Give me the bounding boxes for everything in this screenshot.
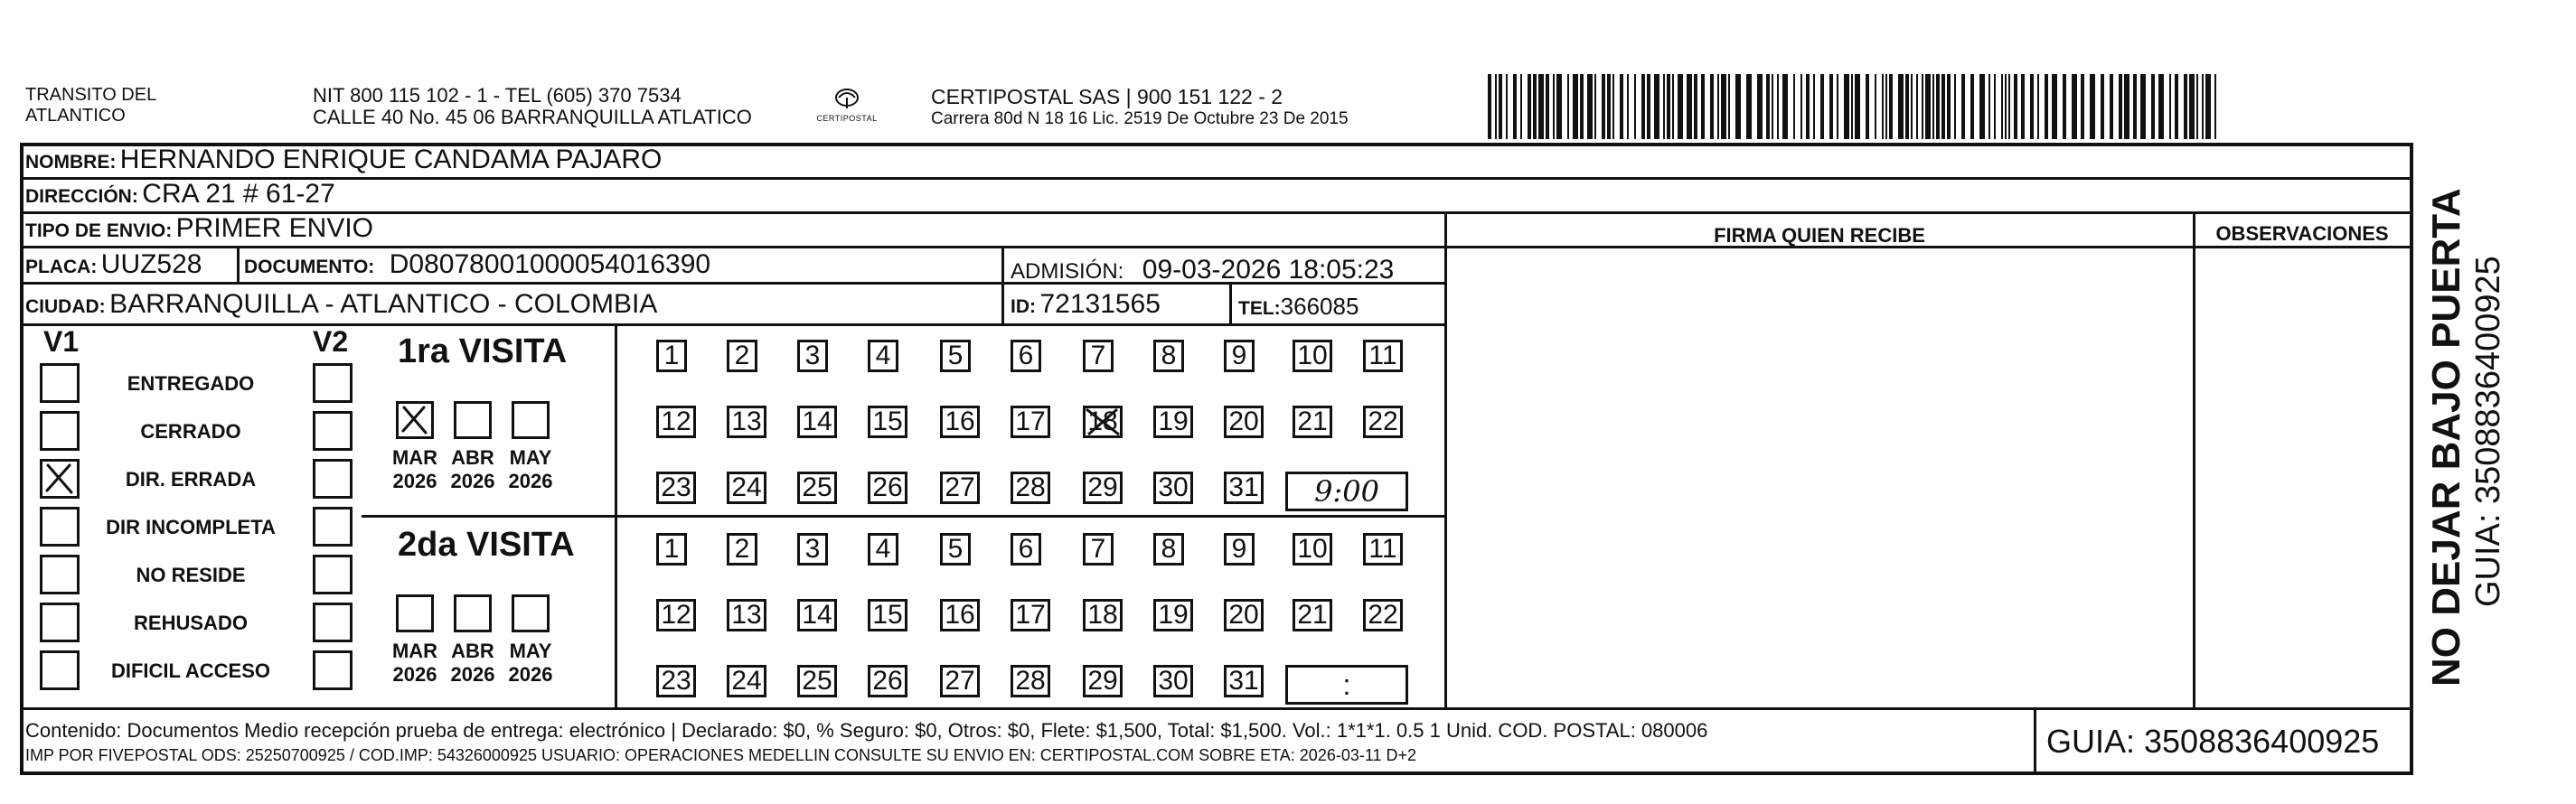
id-row [1011, 289, 1161, 320]
month-name: MAR [391, 640, 438, 662]
tipo-value: PRIMER ENVIO [175, 213, 374, 243]
tel-value: 366085 [1280, 293, 1359, 320]
visita1-day-box[interactable]: 31 [1224, 472, 1264, 504]
barcode-bar [1728, 74, 1730, 139]
barcode-bar [1538, 74, 1544, 139]
id-value: 72131565 [1039, 289, 1161, 319]
visita1-day-box[interactable]: 8 [1153, 340, 1184, 372]
visita2-day-box[interactable]: 21 [1293, 599, 1332, 631]
barcode-bar [2133, 74, 2137, 139]
visita1-day-box[interactable]: 3 [797, 340, 828, 372]
ciudad-row [25, 289, 657, 320]
barcode-bar [1641, 74, 1645, 139]
month-year: 2026 [508, 470, 553, 492]
ciudad-value: BARRANQUILLA - ATLANTICO - COLOMBIA [109, 289, 658, 319]
barcode-bar [1634, 74, 1636, 139]
barcode-bar [1851, 74, 1853, 139]
visita2-day-box[interactable]: 14 [797, 599, 837, 631]
barcode-bar [2151, 74, 2155, 139]
visita2-month-label [444, 640, 502, 687]
visita2-day-box[interactable]: 12 [656, 599, 696, 631]
nit-line: NIT 800 115 102 - 1 - TEL (605) 370 7534 [313, 84, 682, 107]
barcode-bar [2205, 74, 2211, 139]
barcode-bar [1553, 74, 1555, 139]
license-line: Carrera 80d N 18 16 Lic. 2519 De Octubre 23 De 2015 [931, 109, 1349, 128]
visita1-day-box[interactable]: 11 [1363, 340, 1403, 372]
barcode-bar [1855, 74, 1860, 139]
visita2-day-box[interactable]: 2 [727, 533, 757, 566]
company-line: CERTIPOSTAL SAS | 900 151 122 - 2 [931, 85, 1283, 108]
barcode-bar [2052, 74, 2057, 139]
barcode-bar [1961, 74, 1965, 139]
barcode-bar [1947, 74, 1951, 139]
v2-checkbox[interactable] [313, 411, 353, 451]
barcode-bar [1806, 74, 1810, 139]
admision-label: ADMISIÓN: [1011, 259, 1124, 284]
logo-icon [815, 85, 879, 132]
visita1-day-box[interactable]: 10 [1293, 340, 1332, 372]
barcode-bar [2214, 74, 2216, 139]
barcode-bar [1721, 74, 1726, 139]
visita1-month-checkbox[interactable] [512, 401, 550, 439]
barcode-bar [1580, 74, 1584, 139]
month-year: 2026 [508, 663, 553, 686]
barcode-bar [2037, 74, 2039, 139]
visita2-month-checkbox[interactable] [396, 594, 434, 632]
barcode-bar [1667, 74, 1670, 139]
barcode-bar [1612, 74, 1614, 139]
visita2-day-box[interactable]: 3 [797, 533, 828, 566]
visita1-day-box[interactable]: 24 [727, 472, 766, 504]
footer-content-line: Contenido: Documentos Medio recepción prueba de entrega: electrónico | Declarado: $0, % Seguro: $0, Otros: $0, Flete: $1,500, Total: $1,500. Vol.: 1*1*1. 0.5 1 Unid. COD. POSTAL: 080006 [25, 719, 1708, 742]
barcode-bar [2119, 74, 2122, 139]
visita2-day-box[interactable]: 11 [1363, 533, 1403, 566]
barcode-bar [1889, 74, 1893, 139]
visita2-day-box[interactable]: 4 [868, 533, 898, 566]
visita2-day-box[interactable]: 27 [940, 665, 980, 697]
visita2-day-box[interactable]: 17 [1011, 599, 1050, 631]
barcode-bar [1672, 74, 1674, 139]
barcode-bar [1925, 74, 1931, 139]
placa-value: UUZ528 [100, 249, 202, 279]
barcode-bar [1844, 74, 1849, 139]
v1-label: V1 [43, 325, 80, 358]
visita1-day-box[interactable]: 16 [940, 406, 980, 438]
sender-address: CALLE 40 No. 45 06 BARRANQUILLA ATLATICO [313, 106, 752, 128]
barcode-bar [1701, 74, 1705, 139]
visita2-day-box[interactable]: 24 [727, 665, 766, 697]
barcode-bar [1782, 74, 1788, 139]
barcode-bar [1735, 74, 1741, 139]
sender-contact [313, 85, 752, 128]
barcode-bar [1602, 74, 1605, 139]
month-year: 2026 [392, 663, 437, 686]
barcode-bar [1757, 74, 1763, 139]
barcode-bar [1678, 74, 1683, 139]
footer-imp-line: IMP POR FIVEPOSTAL ODS: 25250700925 / COD.IMP: 54326000925 USUARIO: OPERACIONES MEDELLIN CONSULTE SU ENVIO EN: CERTIPOSTAL.COM SOBRE ETA: 2026-03-11 D+2 [25, 746, 1417, 764]
barcode-bar [1573, 74, 1578, 139]
visita1-day-box[interactable]: 5 [940, 340, 971, 372]
visita2-day-box[interactable]: 20 [1224, 599, 1264, 631]
v2-checkbox[interactable] [313, 650, 353, 690]
visita1-day-box[interactable]: 1 [656, 340, 687, 372]
barcode-bar [1694, 74, 1697, 139]
visita1-day-box[interactable]: 19 [1153, 406, 1193, 438]
tel-label: TEL: [1238, 298, 1281, 319]
visita1-title: 1ra VISITA [398, 332, 568, 370]
v2-checkbox[interactable] [313, 603, 353, 642]
barcode-bar [1546, 74, 1549, 139]
visita1-day-box[interactable]: 7 [1083, 340, 1114, 372]
visita2-day-box[interactable]: 1 [656, 533, 687, 566]
visita1-day-box[interactable]: 29 [1083, 472, 1123, 504]
month-year: 2026 [450, 470, 495, 492]
admision-value: 09-03-2026 18:05:23 [1142, 255, 1395, 285]
observaciones-area[interactable] [2196, 249, 2408, 706]
visita1-day-box[interactable]: 26 [868, 472, 907, 504]
visita2-day-box[interactable]: 28 [1011, 665, 1050, 697]
barcode-bar [1533, 74, 1537, 139]
visita1-month-checkbox[interactable] [396, 401, 434, 439]
barcode-bar [1866, 74, 1869, 139]
visita2-month-label [386, 640, 444, 687]
visita1-day-box[interactable]: 12 [656, 406, 696, 438]
barcode-bar [1556, 74, 1562, 139]
barcode-bar [1746, 74, 1752, 139]
x-mark-icon [1083, 406, 1123, 438]
barcode-bar [1988, 74, 1990, 139]
company-info [931, 85, 1349, 130]
admision-row [1011, 255, 1394, 285]
barcode-bar [2014, 74, 2017, 139]
visita2-title: 2da VISITA [398, 526, 575, 564]
month-name: ABR [451, 446, 494, 469]
status-label: CERRADO [140, 420, 241, 443]
barcode-bar [1898, 74, 1904, 139]
barcode-bar [2189, 74, 2195, 139]
placa-row [25, 249, 202, 280]
nombre-value: HERNANDO ENRIQUE CANDAMA PAJARO [119, 145, 663, 174]
barcode-bar [2101, 74, 2104, 139]
month-year: 2026 [392, 470, 437, 492]
visita2-month-checkbox[interactable] [454, 594, 492, 632]
visita1-day-box[interactable]: 25 [797, 472, 837, 504]
visita1-month-label [386, 446, 444, 493]
ciudad-label: CIUDAD: [25, 296, 106, 317]
visita1-day-box[interactable]: 18 [1083, 406, 1123, 438]
visita1-day-box[interactable]: 23 [656, 472, 696, 504]
barcode-bar [1885, 74, 1887, 139]
month-year: 2026 [450, 663, 495, 686]
barcode-bar [1654, 74, 1659, 139]
status-label: REHUSADO [134, 612, 248, 634]
side-guia: GUIA: 3508836400925 [2469, 256, 2507, 607]
barcode-bar [1800, 74, 1802, 139]
visita1-day-box[interactable]: 28 [1011, 472, 1050, 504]
visita2-day-box[interactable]: 9 [1224, 533, 1255, 566]
barcode-bar [1710, 74, 1714, 139]
visita2-day-box[interactable]: 30 [1153, 665, 1193, 697]
barcode-bar [1506, 74, 1508, 139]
visita2-day-box[interactable]: 7 [1083, 533, 1114, 566]
visita2-month-checkbox[interactable] [512, 594, 550, 632]
barcode-bar [1499, 74, 1502, 139]
visita1-day-box[interactable]: 6 [1011, 340, 1041, 372]
visita1-month-label [444, 446, 502, 493]
barcode-bar [1954, 74, 1956, 139]
barcode-bar [1627, 74, 1629, 139]
barcode-bar [1970, 74, 1974, 139]
barcode-bar [2045, 74, 2048, 139]
v2-checkbox[interactable] [313, 507, 353, 547]
visita2-day-box[interactable]: 19 [1153, 599, 1193, 631]
visita1-day-box[interactable]: 9 [1224, 340, 1255, 372]
barcode-bar [1936, 74, 1940, 139]
barcode-bar [2110, 74, 2113, 139]
barcode-bar [1875, 74, 1876, 139]
visita2-time-box[interactable]: : [1285, 665, 1408, 705]
barcode-bar [2063, 74, 2066, 139]
visita1-day-box[interactable]: 2 [727, 340, 757, 372]
visita2-day-box[interactable]: 15 [868, 599, 907, 631]
visita1-day-box[interactable]: 14 [797, 406, 837, 438]
barcode-bar [2001, 74, 2003, 139]
visita2-day-box[interactable]: 6 [1011, 533, 1041, 566]
barcode-bar [1766, 74, 1770, 139]
visita2-day-box[interactable]: 5 [940, 533, 971, 566]
month-name: MAY [509, 640, 552, 662]
barcode-bar [1905, 74, 1909, 139]
barcode-bar [1687, 74, 1692, 139]
barcode-bar [2008, 74, 2010, 139]
barcode-bar [1829, 74, 1833, 139]
barcode-bar [1882, 74, 1884, 139]
barcode-bar [1813, 74, 1815, 139]
visita1-day-box[interactable]: 27 [940, 472, 980, 504]
barcode-bar [1932, 74, 1934, 139]
status-label: ENTREGADO [127, 372, 255, 395]
firma-label: FIRMA QUIEN RECIBE [1714, 224, 1925, 247]
tipo-envio-row [25, 213, 373, 244]
documento-row [244, 249, 710, 280]
barcode [1488, 74, 2220, 139]
status-label: DIR. ERRADA [125, 468, 257, 491]
barcode-bar [1922, 74, 1923, 139]
tel-row [1238, 293, 1359, 321]
documento-value: D08078001000054016390 [389, 249, 711, 279]
sender-line-1: TRANSITO DEL [25, 85, 157, 105]
barcode-bar [2021, 74, 2025, 139]
barcode-bar [1594, 74, 1596, 139]
barcode-bar [1837, 74, 1838, 139]
visita2-day-box[interactable]: 31 [1224, 665, 1264, 697]
barcode-bar [1911, 74, 1913, 139]
visita1-day-box[interactable]: 15 [868, 406, 907, 438]
barcode-bar [2090, 74, 2095, 139]
nombre-label: NOMBRE: [25, 152, 117, 173]
visita2-day-box[interactable]: 18 [1083, 599, 1123, 631]
barcode-bar [2158, 74, 2164, 139]
barcode-bar [2184, 74, 2187, 139]
status-label: NO RESIDE [136, 564, 246, 586]
tipo-label: TIPO DE ENVIO: [25, 220, 173, 241]
placa-label: PLACA: [25, 257, 98, 277]
visita2-day-box[interactable]: 29 [1083, 665, 1123, 697]
barcode-bar [2175, 74, 2178, 139]
visita1-time-box[interactable]: 9:00 [1285, 472, 1408, 511]
logo-text: CERTIPOSTAL [816, 114, 878, 123]
id-label: ID: [1011, 296, 1036, 317]
barcode-bar [1528, 74, 1531, 139]
visita2-day-box[interactable]: 8 [1153, 533, 1184, 566]
barcode-bar [1994, 74, 1996, 139]
visita1-day-box[interactable]: 22 [1363, 406, 1403, 438]
barcode-bar [2030, 74, 2034, 139]
direccion-label: DIRECCIÓN: [25, 186, 138, 207]
barcode-bar [2169, 74, 2171, 139]
barcode-bar [1916, 74, 1918, 139]
visita1-day-box[interactable]: 13 [727, 406, 766, 438]
barcode-bar [1941, 74, 1945, 139]
month-name: ABR [451, 640, 494, 662]
barcode-bar [1567, 74, 1569, 139]
month-name: MAY [509, 446, 552, 469]
observaciones-label: OBSERVACIONES [2215, 222, 2389, 245]
visita2-month-label [502, 640, 559, 687]
x-mark-icon [399, 404, 431, 436]
visita1-day-box[interactable]: 21 [1293, 406, 1332, 438]
status-label: DIFICIL ACCESO [110, 659, 270, 682]
certipostal-logo [815, 85, 879, 132]
barcode-bar [1663, 74, 1665, 139]
visita1-month-label [502, 446, 559, 493]
barcode-bar [2005, 74, 2007, 139]
status-label: DIR INCOMPLETA [106, 516, 276, 538]
barcode-bar [1777, 74, 1779, 139]
v2-label: V2 [313, 325, 349, 358]
side-warning: NO DEJAR BAJO PUERTA [2424, 188, 2468, 687]
barcode-bar [1607, 74, 1611, 139]
barcode-bar [1488, 74, 1491, 139]
documento-label: DOCUMENTO: [244, 257, 375, 277]
visita1-day-box[interactable]: 30 [1153, 472, 1193, 504]
barcode-bar [1647, 74, 1650, 139]
visita1-day-box[interactable]: 4 [868, 340, 898, 372]
direccion-row [25, 179, 335, 210]
sender-name [25, 85, 156, 126]
barcode-bar [1820, 74, 1824, 139]
footer-guia: GUIA: 3508836400925 [2046, 723, 2380, 760]
barcode-bar [1520, 74, 1522, 139]
visita2-day-box[interactable]: 13 [727, 599, 766, 631]
barcode-bar [2072, 74, 2077, 139]
barcode-bar [1717, 74, 1719, 139]
visita2-day-box[interactable]: 22 [1363, 599, 1403, 631]
visita2-day-box[interactable]: 26 [868, 665, 907, 697]
sender-line-2: ATLANTICO [25, 106, 126, 126]
barcode-bar [1772, 74, 1773, 139]
barcode-bar [1979, 74, 1985, 139]
direccion-value: CRA 21 # 61-27 [142, 179, 335, 209]
barcode-bar [1495, 74, 1497, 139]
visita2-day-box[interactable]: 25 [797, 665, 837, 697]
barcode-bar [2124, 74, 2129, 139]
visita1-day-box[interactable]: 20 [1224, 406, 1264, 438]
visita2-day-box[interactable]: 10 [1293, 533, 1332, 566]
visita2-day-box[interactable]: 23 [656, 665, 696, 697]
v2-checkbox[interactable] [313, 459, 353, 499]
month-name: MAR [391, 446, 438, 469]
barcode-bar [1513, 74, 1517, 139]
firma-area[interactable] [1448, 249, 2191, 706]
barcode-bar [1793, 74, 1795, 139]
visita1-day-box[interactable]: 17 [1011, 406, 1050, 438]
barcode-bar [1587, 74, 1593, 139]
barcode-bar [1620, 74, 1623, 139]
barcode-bar [2081, 74, 2084, 139]
visita2-day-box[interactable]: 16 [940, 599, 980, 631]
v2-checkbox[interactable] [313, 555, 353, 594]
v2-checkbox[interactable] [313, 363, 353, 403]
barcode-bar [2196, 74, 2198, 139]
barcode-bar [2202, 74, 2204, 139]
visita1-month-checkbox[interactable] [454, 401, 492, 439]
barcode-bar [2140, 74, 2146, 139]
nombre-row [25, 145, 662, 175]
